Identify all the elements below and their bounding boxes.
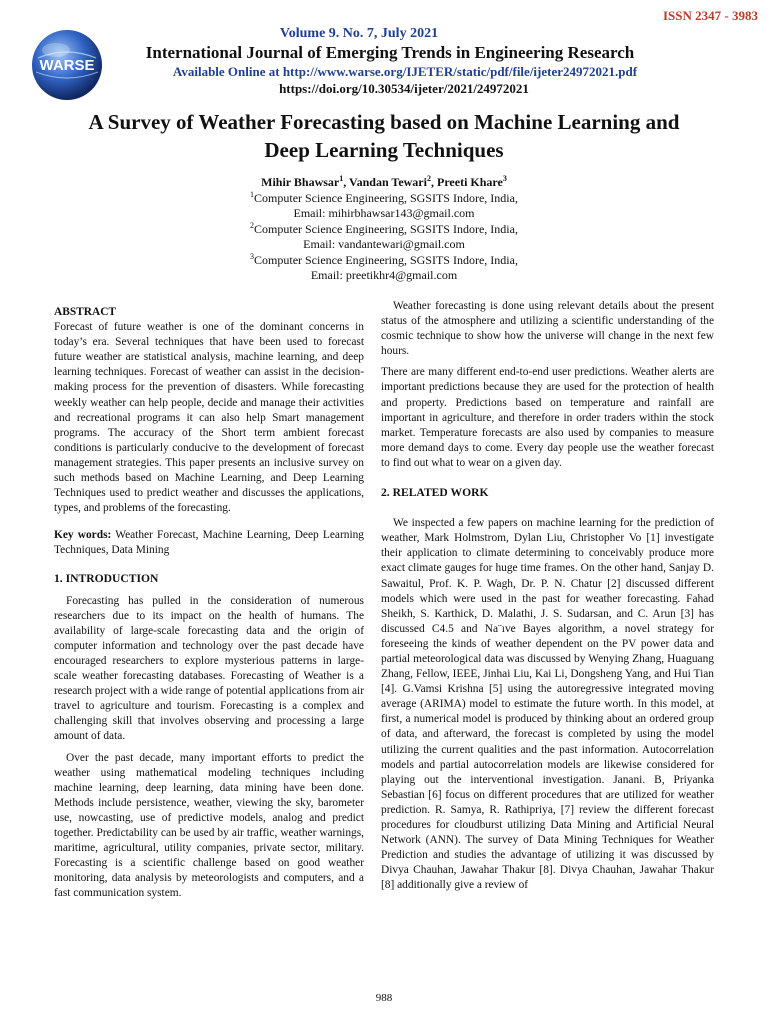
author-2: Vandan Tewari bbox=[349, 175, 427, 189]
journal-masthead bbox=[130, 25, 650, 97]
right-paragraph-2: There are many different end-to-end user predictions. Weather alerts are important predictions because they are used for the protection of health and property. Predictions based on temperature and rainfall are important in agriculture, and therefore in order traders within the stock market. Temperature forecasts are also used by companies to measure more demand days to come. Every day people use the weather forecast to find out what to wear on a given day. bbox=[381, 366, 714, 469]
keywords-label: Key words: bbox=[54, 529, 112, 542]
keywords bbox=[54, 528, 364, 558]
right-paragraph-1: Weather forecasting is done using relevant details about the present status of the atmosphere and utilizing a scientific understanding of the cosmic technique to show how the universe will change in the next few hours. bbox=[381, 300, 714, 358]
email-1: Email: mihirbhawsar143@gmail.com bbox=[293, 206, 475, 220]
title-line-2: Deep Learning Techniques bbox=[264, 138, 504, 162]
author-2-sup: 2 bbox=[426, 174, 431, 183]
left-column bbox=[54, 305, 364, 901]
journal-title: International Journal of Emerging Trends in Engineering Research bbox=[145, 43, 635, 62]
author-names bbox=[134, 175, 634, 191]
author-1-sup: 1 bbox=[339, 174, 344, 183]
title-line-1: A Survey of Weather Forecasting based on Machine Learning and bbox=[88, 110, 680, 134]
email-3: Email: preetikhr4@gmail.com bbox=[310, 268, 458, 282]
doi-link[interactable]: https://doi.org/10.30534/ijeter/2021/24972021 bbox=[279, 81, 529, 96]
related-work-heading: 2. RELATED WORK bbox=[381, 486, 489, 500]
intro-paragraph-2: Over the past decade, many important efforts to predict the weather using mathematical modeling techniques including machine learning, deep learning, data mining have been done. Methods include persistence, weather, viewing the sky, barometer use, nowcasting, use of predictive models, analog and predict together. Predictability can be used by air traffic, weather warnings, maritime, agricultural, utility companies, private sector, military. Forecasting is a scientific challenge based on good weather monitoring, data analysis by meteorologists and computers, and a fast communication system. bbox=[54, 751, 364, 900]
keywords-text: Weather Forecast, Machine Learning, Deep Learning Techniques, Data Mining bbox=[54, 529, 364, 557]
introduction-heading: 1. INTRODUCTION bbox=[54, 571, 159, 585]
author-sep: , bbox=[343, 175, 350, 189]
author-block bbox=[134, 175, 634, 284]
paper-title bbox=[40, 108, 728, 164]
author-sep: , bbox=[430, 175, 437, 189]
intro-paragraph-1: Forecasting has pulled in the consideration of numerous researchers due to its impact on the health of humans. The availability of large-scale forecasting data and the origin of computer information and technology over the past decade have encouraged researchers to explore mysterious patterns in large-scale weather forecasting databases. Forecasting of Weather is a research project with a wide range of potential applications from air travel to agriculture and tourism. Forecasting is a complex and challenging skill that involves observing and processing a large amount of data. bbox=[54, 594, 364, 743]
related-work-paragraph: We inspected a few papers on machine learning for the prediction of weather, Mark Holmstrom, Dylan Liu, Christopher Vo [1] investigate their application to climate determining to conceivably produce more exact climate gauges for huge time frames. On the other hand, Sanjay D. Sawaitul, Prof. K. P. Wagh, Dr. P. N. Chatur [2] discussed different models which were used in the past for weather forecasting. Fahad Sheikh, S. Karthick, D. Malathi, J. S. Sudarsan, and C. Arun [3] has discussed C4.5 and Na¨ıve Bayes algorithm, a novel strategy for foreseeing the kinds of weather dependent on the PV power data and partial meteorological data was discussed by Wenying Zhang, Huaguang Zhang, Fellow, IEEE, Jinhai Liu, Kai Li, Dongsheng Yang, and Hui Tian [4]. G.Vamsi Krishna [5] using the autoregressive integrated moving average (ARIMA) model to estimate the future worth. In this model, at first, a numerical model is produced by thinking about an ordered group of data, and afterward, the forecast is completed by using the model utilizing the current qualities and the past information. Autocorrelation models and partial autocorrelation models are likewise considered for playing out the interventional investigation. Janani. B, Priyanka Sebastian [6] focus on different procedures that are utilized for weather prediction. R. Samya, R. Rathipriya, [7] review the different forecast procedures for cloudburst utilizing Data Mining and Artificial Neural Network (ANN). The survey of Data Mining Techniques for Weather Prediction and studies the advantage of utilizing it was discussed by Divya Chauhan, Jawahar Thakur [8]. Divya Chauhan, Jawahar Thakur [8] additionally give a review of bbox=[381, 517, 714, 892]
abstract-heading: ABSTRACT bbox=[54, 306, 117, 318]
affiliation-2: $^2$Computer Science Engineering, SGSITS Indore, India, bbox=[250, 220, 518, 236]
author-3-sup: 3 bbox=[502, 174, 507, 183]
issn-label: ISSN 2347 - 3983 bbox=[663, 8, 758, 23]
volume-info: Volume 9. No. 7, July 2021 bbox=[279, 26, 439, 41]
page-number: 988 bbox=[375, 992, 393, 1004]
abstract-text: Forecast of future weather is one of the dominant concerns in today’s era. Several techniques that have been used to forecast future weather are statistical analysis, machine learning, and deep learning techniques. Forecast of weather can assist in the decision-making process for the prevention of disasters. While forecasting weekly weather can help people, decide and manage their activities and recreational programs it can also help Smart management programs. The accuracy of the Short term ambient forecast conditions is particularly conducive to the development of forecast management strategies. This paper presents an inclusive survey on such methods based on Machine Learning, and Deep Learning Techniques used to predict weather and discusses the applications, types, and problems of the forecasting. bbox=[54, 321, 364, 515]
author-1: Mihir Bhawsar bbox=[261, 175, 340, 189]
available-online-link[interactable]: Available Online at http://www.warse.org/IJETER/static/pdf/file/ijeter24972021.pdf bbox=[172, 64, 638, 79]
email-2: Email: vandantewari@gmail.com bbox=[303, 237, 465, 251]
affiliation-3: $^3$Computer Science Engineering, SGSITS Indore, India, bbox=[250, 251, 518, 267]
right-column bbox=[381, 299, 714, 893]
affiliation-1: $^1$Computer Science Engineering, SGSITS Indore, India, bbox=[250, 189, 518, 205]
author-3: Preeti Khare bbox=[436, 175, 503, 189]
logo-text: WARSE bbox=[39, 57, 95, 74]
